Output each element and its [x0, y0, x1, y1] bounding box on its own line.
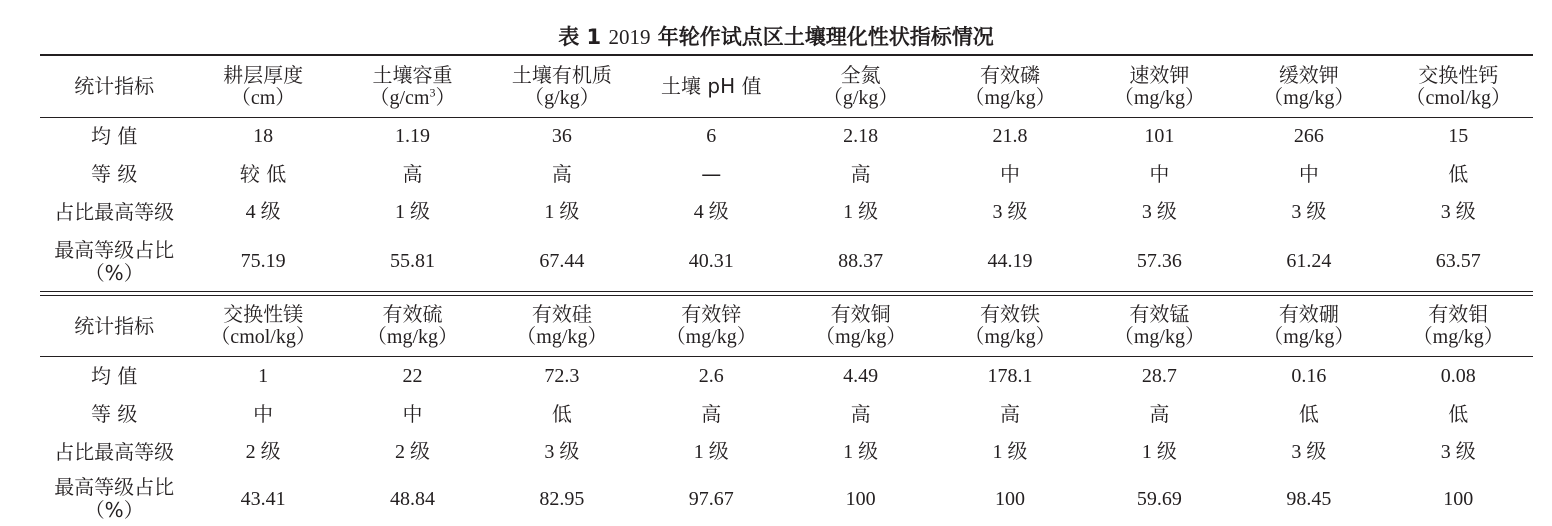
table-cell: 178.1 — [987, 364, 1033, 387]
table-cell: 高 — [551, 161, 572, 186]
row-label-top-grade: 占比最高等级 — [54, 440, 175, 464]
grade-row — [40, 396, 1533, 433]
mean-row — [40, 117, 1533, 155]
column-unit: （mg/kg） — [366, 326, 459, 348]
table-cell: 3 级 — [1291, 201, 1327, 223]
row-label-top-grade: 占比最高等级 — [54, 200, 175, 224]
column-header: 有效铁 （mg/kg） — [935, 296, 1084, 356]
table-cell: 2 级 — [394, 441, 430, 463]
column-unit: （cm） — [230, 86, 296, 109]
row-label-top-share: 最高等级占比 （%） — [54, 237, 175, 285]
data-table-2 — [40, 296, 1533, 526]
table-cell: 高 — [1149, 402, 1170, 426]
table-cell: 44.19 — [987, 250, 1033, 272]
table-cell: 43.41 — [240, 487, 286, 510]
table-cell: 21.8 — [992, 124, 1028, 147]
column-header: 土壤有机质 （g/kg） — [487, 56, 636, 117]
table-cell: 57.36 — [1136, 250, 1182, 272]
table-cell: 100 — [845, 487, 876, 510]
table-cell: 98.45 — [1286, 487, 1332, 510]
table-cell: 中 — [253, 402, 274, 426]
mean-row — [40, 356, 1533, 396]
table-cell: 0.08 — [1440, 364, 1476, 387]
column-unit: （mg/kg） — [815, 326, 907, 348]
column-unit: （mg/kg） — [1113, 86, 1205, 109]
column-header: 土壤容重 $(g/cm^3)$ — [338, 56, 487, 117]
column-unit: （g/kg） — [524, 86, 600, 109]
table-cell: 48.84 — [389, 487, 435, 510]
table-cell: 2.18 — [843, 124, 879, 147]
header-row — [40, 296, 1533, 356]
table-cell: 100 — [995, 487, 1026, 510]
table-cell: 97.67 — [688, 487, 734, 510]
column-header: 有效钼 （mg/kg） — [1384, 296, 1533, 356]
table-cell: 1 — [258, 364, 269, 387]
table-cell: 59.69 — [1136, 487, 1182, 510]
table-cell: 101 — [1144, 124, 1175, 147]
table-cell: 22 — [402, 364, 423, 387]
column-unit: （mg/kg） — [1113, 326, 1205, 348]
table-cell: 高 — [701, 402, 722, 426]
table-cell: 3 级 — [992, 201, 1028, 223]
column-header: 全氮 （g/kg） — [786, 56, 935, 117]
row-label-stat: 统计指标 — [74, 74, 155, 98]
table-cell: 100 — [1443, 487, 1474, 510]
table-cell: 中 — [1298, 161, 1319, 186]
header-row — [40, 56, 1533, 117]
column-unit: （g/kg） — [822, 86, 899, 109]
table-cell: 88.37 — [838, 250, 884, 272]
table-cell: 3 级 — [1440, 201, 1476, 223]
table-cell: 1 级 — [1141, 441, 1177, 463]
top-share-row — [40, 232, 1533, 291]
table-cell: 55.81 — [389, 250, 435, 272]
table-cell: 低 — [1448, 402, 1469, 426]
table-cell: 67.44 — [539, 250, 585, 272]
grade-row — [40, 155, 1533, 193]
table-cell: 较 低 — [239, 161, 287, 186]
top-share-row — [40, 472, 1533, 526]
column-header: 耕层厚度 （cm） — [188, 56, 337, 117]
table-cell: 1 级 — [693, 441, 729, 463]
column-header: 有效硅 （mg/kg） — [487, 296, 636, 356]
table-cell: 75.19 — [240, 250, 286, 272]
table-cell: 18 — [253, 124, 274, 147]
table-cell: 1 级 — [843, 441, 879, 463]
row-label-mean: 均 值 — [91, 363, 138, 388]
table-cell: 15 — [1448, 124, 1469, 147]
row-label-stat: 统计指标 — [74, 313, 155, 338]
table-cell: 低 — [551, 402, 572, 426]
table-cell: 4 级 — [693, 201, 729, 223]
table-cell: 266 — [1293, 124, 1324, 147]
table-cell: 4 级 — [245, 201, 281, 223]
table-cell: 2.6 — [698, 364, 724, 387]
top-grade-row — [40, 193, 1533, 232]
table-cell: 3 级 — [1291, 441, 1327, 463]
column-header: 交换性镁 （cmol/kg） — [188, 296, 337, 356]
column-header: 有效硫 （mg/kg） — [338, 296, 487, 356]
table-cell: 高 — [1000, 402, 1021, 426]
column-header: 缓效钾 （mg/kg） — [1234, 56, 1383, 117]
table-cell: 3 级 — [1141, 201, 1177, 223]
table-cell: — — [701, 161, 722, 186]
column-header: 有效硼 （mg/kg） — [1234, 296, 1383, 356]
table-cell: 4.49 — [843, 364, 879, 387]
table-caption — [0, 22, 1552, 52]
table-cell: 28.7 — [1141, 364, 1177, 387]
table-cell: 36 — [551, 124, 572, 147]
column-header: 有效锰 （mg/kg） — [1085, 296, 1234, 356]
column-header: 土壤 pH 值 — [661, 74, 762, 98]
table-cell: 高 — [850, 161, 871, 186]
table-cell: 82.95 — [539, 487, 585, 510]
column-unit: （mg/kg） — [964, 326, 1056, 348]
column-unit: （mg/kg） — [665, 326, 757, 348]
table-cell: 高 — [402, 161, 423, 186]
table-cell: 中 — [1149, 161, 1170, 186]
table-cell: 6 — [706, 124, 717, 147]
table-cell: 低 — [1298, 402, 1319, 426]
table-cell: 高 — [850, 402, 871, 426]
column-unit: （cmol/kg） — [210, 326, 316, 348]
table-cell: 中 — [402, 402, 423, 426]
top-grade-row — [40, 433, 1533, 472]
table-cell: 0.16 — [1291, 364, 1327, 387]
table-cell: 1 级 — [992, 441, 1028, 463]
table-cell: 1.19 — [394, 124, 430, 147]
table-cell: 40.31 — [688, 250, 734, 272]
row-label-mean: 均 值 — [91, 123, 138, 148]
table-cell: 1 级 — [544, 201, 580, 223]
table-cell: 72.3 — [544, 364, 580, 387]
data-table-1 — [40, 56, 1533, 291]
column-header: 速效钾 （mg/kg） — [1085, 56, 1234, 117]
column-unit: （mg/kg） — [964, 86, 1056, 109]
column-header: 有效锌 （mg/kg） — [637, 296, 786, 356]
column-unit: （mg/kg） — [1263, 86, 1355, 109]
table-cell: 1 级 — [394, 201, 430, 223]
column-header: 交换性钙 （cmol/kg） — [1384, 56, 1533, 117]
table-cell: 3 级 — [1440, 441, 1476, 463]
column-unit: （mg/kg） — [1263, 326, 1355, 348]
table-cell: 中 — [1000, 161, 1021, 186]
double-rule-upper — [40, 291, 1533, 292]
column-unit: （mg/kg） — [1412, 326, 1504, 348]
column-header: 有效磷 （mg/kg） — [935, 56, 1084, 117]
caption-year: 2019 — [608, 25, 651, 49]
caption-prefix: 表 1 — [558, 25, 602, 49]
row-label-grade: 等 级 — [91, 161, 138, 186]
table-cell: 61.24 — [1286, 250, 1332, 272]
caption-title: 年轮作试点区土壤理化性状指标情况 — [657, 25, 994, 49]
column-unit: （mg/kg） — [516, 326, 608, 348]
row-label-top-share: 最高等级占比 （%） — [54, 475, 175, 522]
table-cell: 低 — [1448, 161, 1469, 186]
column-header: 有效铜 （mg/kg） — [786, 296, 935, 356]
table-cell: 63.57 — [1435, 250, 1481, 272]
table-cell: 1 级 — [843, 201, 879, 223]
table-cell: 2 级 — [245, 441, 281, 463]
column-unit: $(g/cm^3)$ — [369, 84, 456, 109]
table-cell: 3 级 — [544, 441, 580, 463]
row-label-grade: 等 级 — [91, 402, 138, 426]
column-unit: （cmol/kg） — [1405, 86, 1512, 109]
